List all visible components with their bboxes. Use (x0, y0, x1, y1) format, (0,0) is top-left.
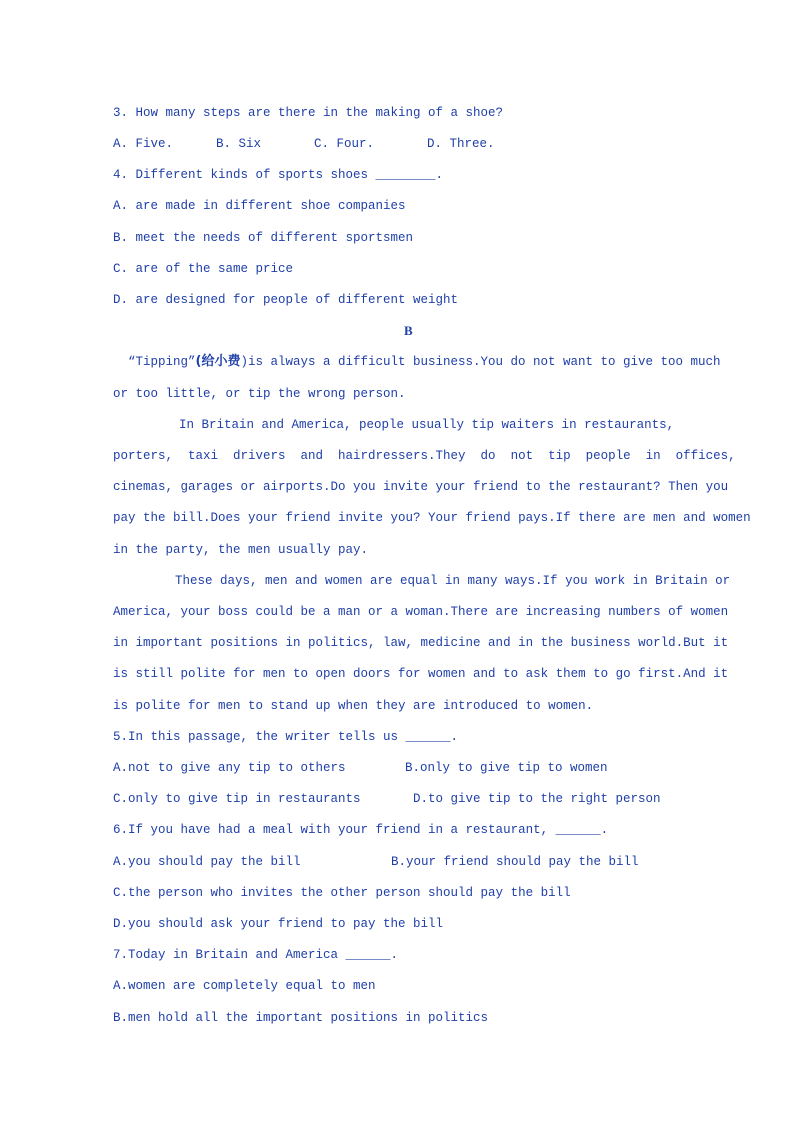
question-4-option-a: A. are made in different shoe companies (113, 199, 406, 213)
passage-paragraph-2-line-1: In Britain and America, people usually tip waiters in restaurants, (179, 418, 675, 432)
passage-paragraph-2-line-5: in the party, the men usually pay. (113, 543, 369, 557)
question-6-option-a: A.you should pay the bill (113, 855, 301, 869)
question-5-option-a: A.not to give any tip to others (113, 761, 346, 775)
question-7-option-a: A.women are completely equal to men (113, 979, 376, 993)
question-6-option-c: C.the person who invites the other person should pay the bill (113, 886, 571, 900)
passage-paragraph-2-line-3: cinemas, garages or airports.Do you invite your friend to the restaurant? Then you (113, 480, 729, 494)
section-b-title: B (404, 323, 413, 338)
question-6-option-b: B.your friend should pay the bill (391, 855, 639, 869)
question-5-option-d: D.to give tip to the right person (413, 792, 661, 806)
passage-paragraph-3-line-3: in important positions in politics, law, medicine and in the business world.But it (113, 636, 729, 650)
question-7-stem: 7.Today in Britain and America ______. (113, 948, 399, 962)
question-5-option-b: B.only to give tip to women (405, 761, 608, 775)
question-3-option-b: B. Six (216, 137, 262, 151)
passage-paragraph-2-line-2: porters, taxi drivers and hairdressers.They do not tip people in offices, (113, 449, 736, 463)
question-6-stem: 6.If you have had a meal with your friend in a restaurant, ______. (113, 823, 609, 837)
passage-paragraph-3-line-5: is polite for men to stand up when they are introduced to women. (113, 699, 594, 713)
question-4-option-b: B. meet the needs of different sportsmen (113, 231, 414, 245)
question-3-option-d: D. Three. (427, 137, 495, 151)
tipping-term: “Tipping” (128, 355, 196, 369)
question-4-stem: 4. Different kinds of sports shoes ________. (113, 168, 444, 182)
question-4-option-d: D. are designed for people of different weight (113, 293, 459, 307)
question-3-option-a: A. Five. (113, 137, 174, 151)
passage-paragraph-2-line-4: pay the bill.Does your friend invite you? Your friend pays.If there are men and women (113, 511, 751, 525)
passage-paragraph-3-line-1: These days, men and women are equal in many ways.If you work in Britain or (175, 574, 731, 588)
tipping-chinese-gloss: (给小费 (195, 354, 241, 369)
question-7-option-b: B.men hold all the important positions in politics (113, 1011, 489, 1025)
paragraph-1-text: )is always a difficult business.You do not want to give too much (240, 355, 721, 369)
question-6-option-d: D.you should ask your friend to pay the bill (113, 917, 444, 931)
passage-paragraph-3-line-2: America, your boss could be a man or a woman.There are increasing numbers of women (113, 605, 729, 619)
question-3-stem: 3. How many steps are there in the making of a shoe? (113, 106, 504, 120)
passage-paragraph-1-line-2: or too little, or tip the wrong person. (113, 387, 406, 401)
question-5-stem: 5.In this passage, the writer tells us ______. (113, 730, 459, 744)
question-5-option-c: C.only to give tip in restaurants (113, 792, 361, 806)
passage-paragraph-3-line-4: is still polite for men to open doors for women and to ask them to go first.And it (113, 667, 729, 681)
question-3-option-c: C. Four. (314, 137, 375, 151)
passage-paragraph-1-line-1 (128, 354, 721, 370)
question-4-option-c: C. are of the same price (113, 262, 294, 276)
